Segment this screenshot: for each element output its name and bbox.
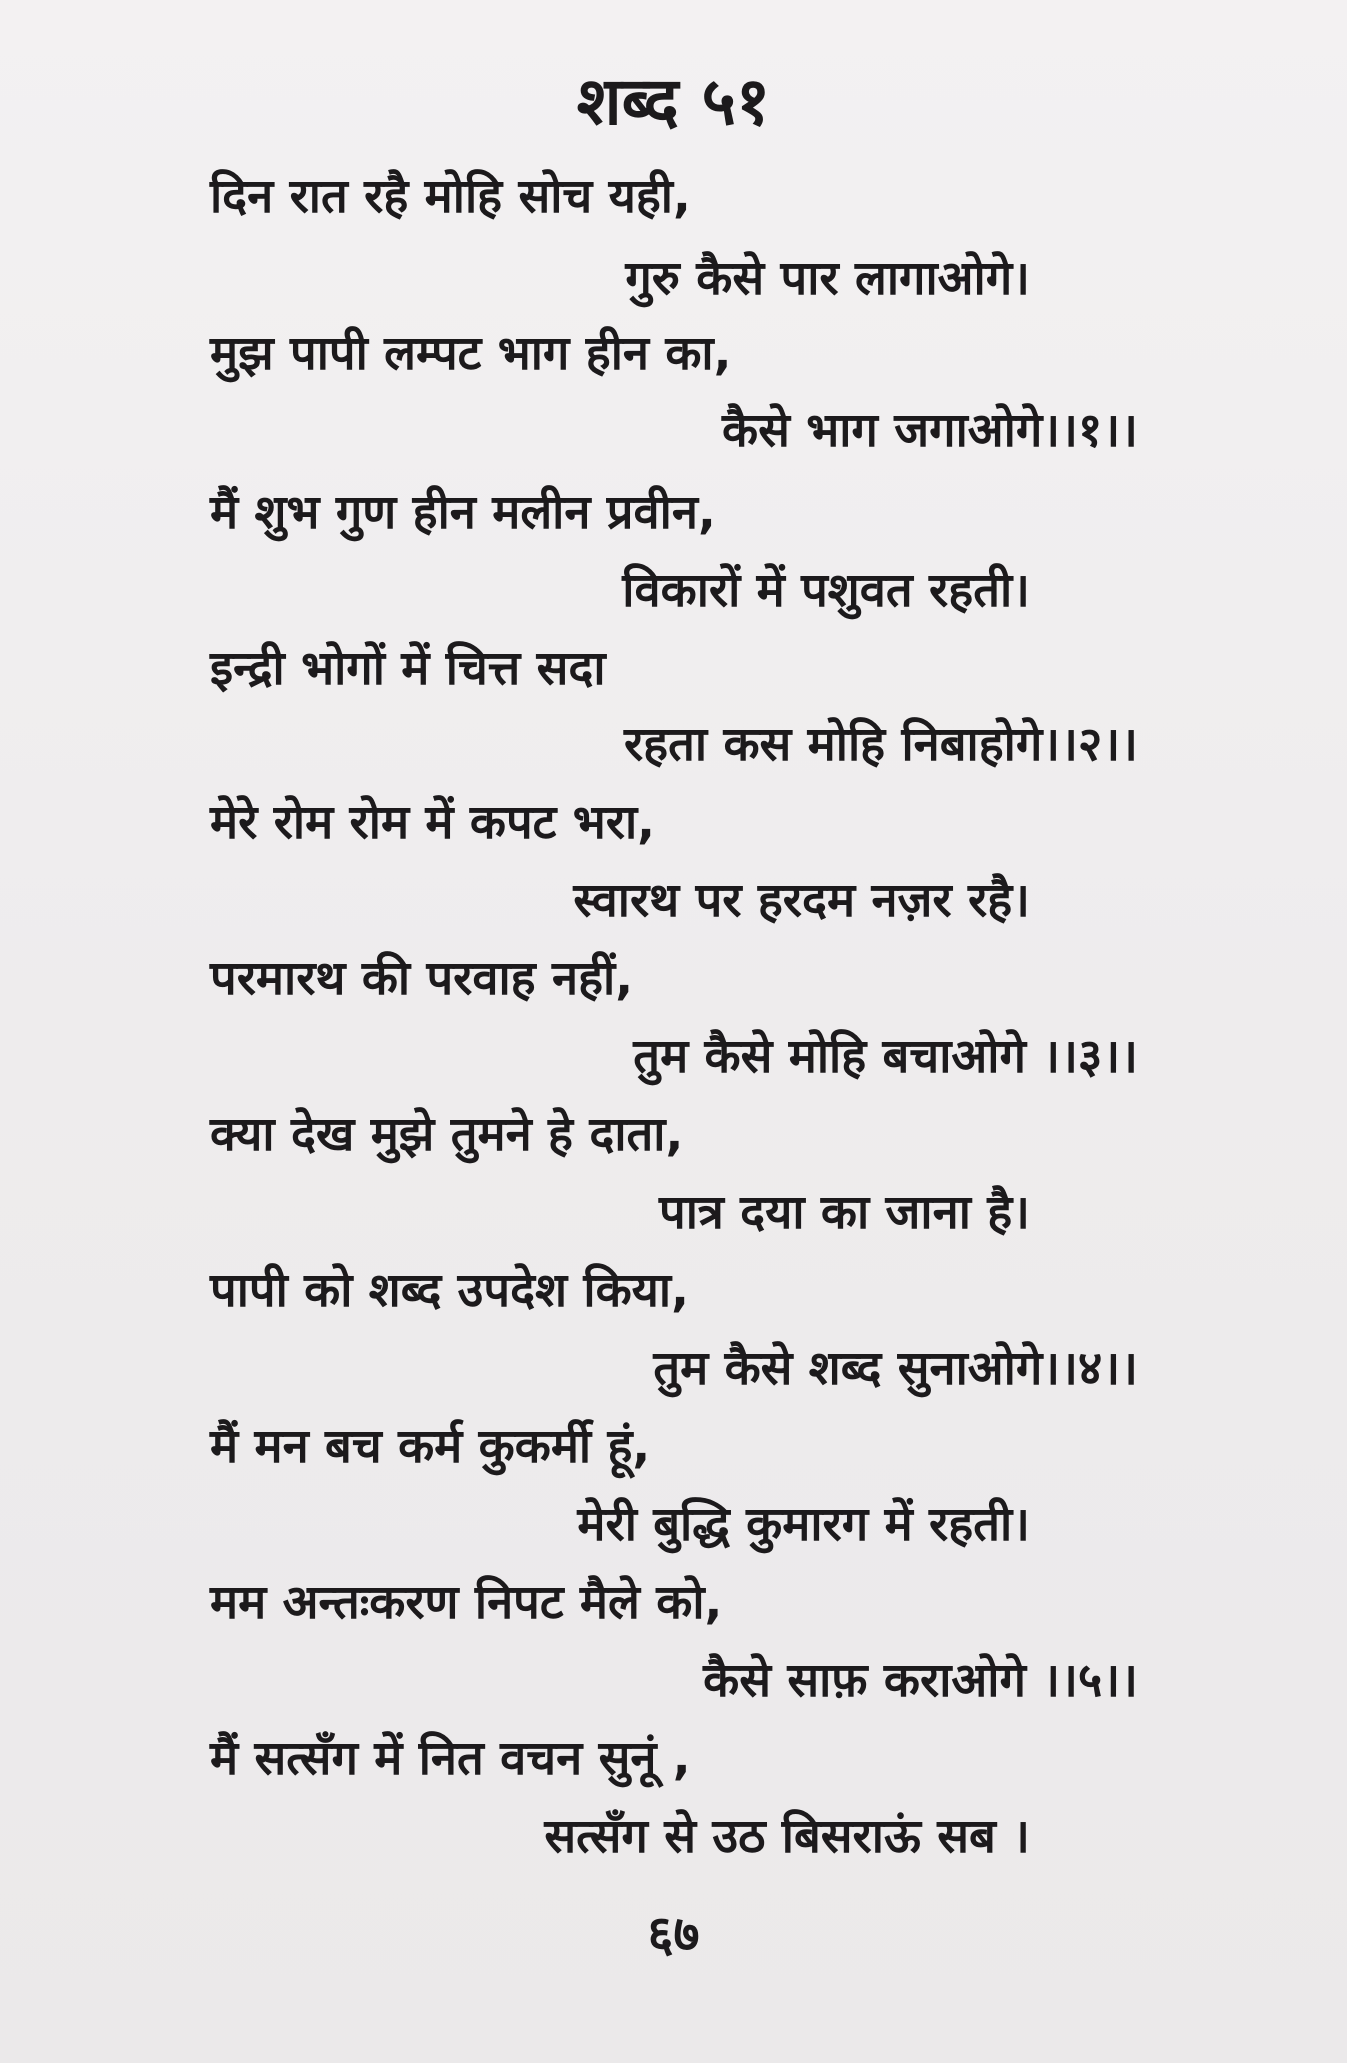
verse-line: तुम कैसे शब्द सुनाओगे।।४।। [653,1341,1138,1396]
verse-line: कैसे साफ़ कराओगे ।।५।। [703,1653,1138,1708]
page-number: ६७ [647,1905,700,1963]
verse-line: मेरी बुद्धि कुमारग में रहती। [577,1497,1030,1552]
verse-line: विकारों में पशुवत रहती। [622,563,1030,618]
verse-line: पापी को शब्द उपदेश किया, [210,1263,689,1318]
verse-line: रहता कस मोहि निबाहोगे।।२।। [623,717,1138,772]
verse-line: क्या देख मुझे तुमने हे दाता, [210,1107,684,1162]
verse-line: स्वारथ पर हरदम नज़र रहै। [573,873,1030,928]
verse-line: मैं शुभ गुण हीन मलीन प्रवीन, [210,485,716,540]
verse-line: दिन रात रहै मोहि सोच यही, [210,169,691,224]
verse-line: मैं मन बच कर्म कुकर्मी हूं, [210,1419,651,1474]
verse-line: मम अन्तःकरण निपट मैले को, [210,1575,723,1630]
verse-line: परमारथ की परवाह नहीं, [210,951,634,1006]
verse-line: गुरु कैसे पार लागाओगे। [625,251,1030,306]
verse-line: कैसे भाग जगाओगे।।१।। [721,403,1138,458]
verse-line: मेरे रोम रोम में कपट भरा, [210,795,656,850]
verse-line: पात्र दया का जाना है। [659,1185,1030,1240]
page-title: शब्द ५१ [576,63,771,140]
verse-line: इन्द्री भोगों में चित्त सदा [210,641,606,696]
verse-line: सत्सँग से उठ बिसराऊं सब । [544,1809,1030,1864]
verse-line: तुम कैसे मोहि बचाओगे ।।३।। [633,1029,1138,1084]
verse-line: मैं सत्सँग में नित वचन सुनूं , [210,1731,691,1786]
verse-line: मुझ पापी लम्पट भाग हीन का, [210,326,732,381]
